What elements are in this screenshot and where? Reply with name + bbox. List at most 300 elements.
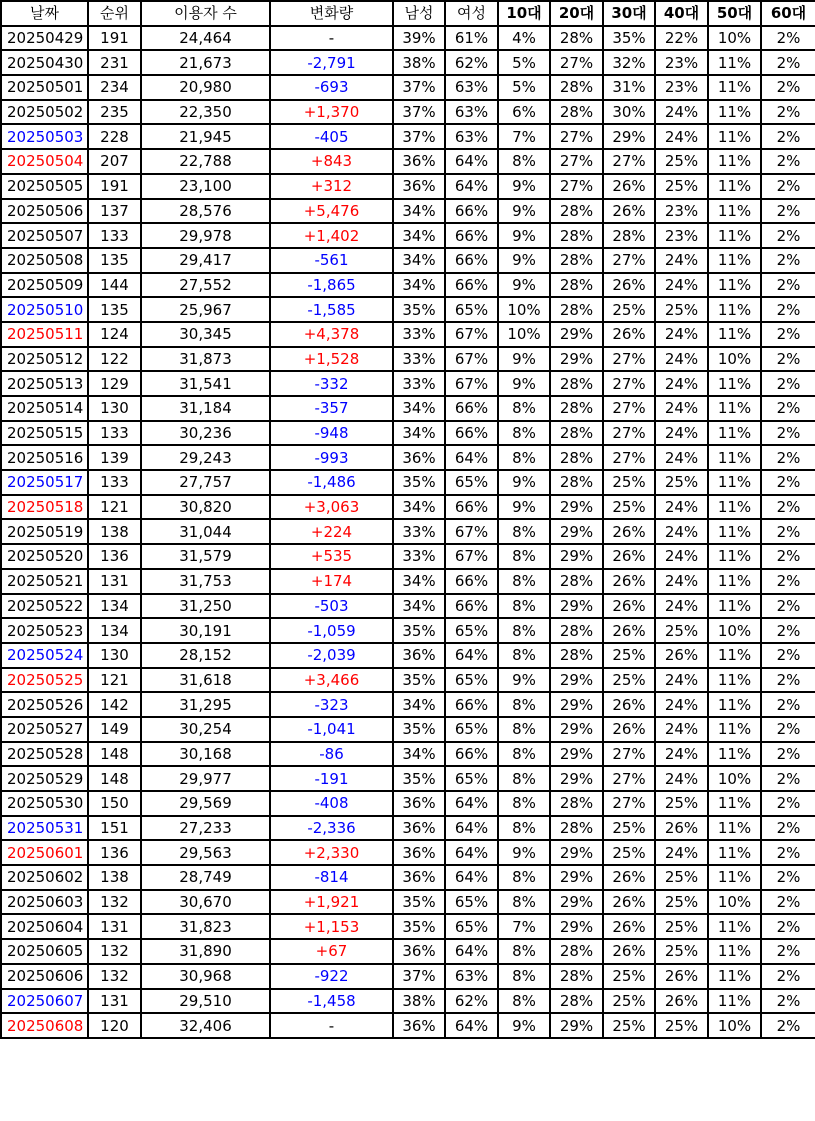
cell-age-30s: 25% [603, 495, 655, 520]
cell-age-10s: 8% [498, 791, 550, 816]
cell-users: 32,406 [141, 1013, 270, 1038]
cell-age-40s: 25% [655, 791, 708, 816]
cell-age-60s: 2% [761, 989, 815, 1014]
cell-age-10s: 9% [498, 248, 550, 273]
cell-male: 34% [393, 396, 445, 421]
table-row [1, 445, 815, 470]
cell-male: 34% [393, 742, 445, 767]
cell-age-20s: 28% [550, 421, 603, 446]
cell-users: 30,254 [141, 717, 270, 742]
cell-rank: 135 [88, 248, 141, 273]
cell-age-10s: 9% [498, 1013, 550, 1038]
cell-female: 64% [445, 791, 498, 816]
cell-age-10s: 8% [498, 421, 550, 446]
cell-male: 37% [393, 75, 445, 100]
cell-rank: 151 [88, 816, 141, 841]
cell-age-50s: 11% [708, 470, 761, 495]
cell-rank: 120 [88, 1013, 141, 1038]
cell-age-60s: 2% [761, 569, 815, 594]
cell-female: 67% [445, 371, 498, 396]
cell-age-30s: 26% [603, 199, 655, 224]
table-row [1, 519, 815, 544]
header-female: 여성 [445, 1, 498, 26]
table-row [1, 470, 815, 495]
cell-users: 27,757 [141, 470, 270, 495]
cell-date: 20250530 [1, 791, 88, 816]
cell-change: -323 [270, 692, 393, 717]
cell-age-60s: 2% [761, 717, 815, 742]
cell-male: 34% [393, 569, 445, 594]
cell-age-50s: 11% [708, 643, 761, 668]
cell-age-10s: 8% [498, 964, 550, 989]
cell-age-10s: 8% [498, 816, 550, 841]
cell-age-60s: 2% [761, 816, 815, 841]
cell-age-30s: 35% [603, 26, 655, 51]
cell-change: -357 [270, 396, 393, 421]
table-row [1, 50, 815, 75]
cell-female: 64% [445, 1013, 498, 1038]
cell-age-20s: 27% [550, 124, 603, 149]
cell-age-50s: 11% [708, 371, 761, 396]
cell-age-20s: 29% [550, 840, 603, 865]
cell-date: 20250522 [1, 594, 88, 619]
cell-age-20s: 29% [550, 322, 603, 347]
cell-date: 20250504 [1, 149, 88, 174]
cell-age-60s: 2% [761, 421, 815, 446]
cell-rank: 124 [88, 322, 141, 347]
cell-female: 67% [445, 347, 498, 372]
cell-date: 20250501 [1, 75, 88, 100]
cell-age-50s: 11% [708, 717, 761, 742]
cell-age-40s: 24% [655, 742, 708, 767]
cell-change: -993 [270, 445, 393, 470]
cell-change: - [270, 26, 393, 51]
cell-age-40s: 25% [655, 1013, 708, 1038]
table-row [1, 618, 815, 643]
cell-male: 36% [393, 445, 445, 470]
table-row [1, 692, 815, 717]
cell-rank: 137 [88, 199, 141, 224]
cell-date: 20250506 [1, 199, 88, 224]
cell-age-40s: 23% [655, 50, 708, 75]
cell-female: 65% [445, 766, 498, 791]
cell-age-20s: 28% [550, 371, 603, 396]
cell-age-30s: 26% [603, 273, 655, 298]
cell-age-20s: 29% [550, 692, 603, 717]
cell-date: 20250512 [1, 347, 88, 372]
cell-age-20s: 28% [550, 199, 603, 224]
cell-age-40s: 22% [655, 26, 708, 51]
cell-change: +1,370 [270, 100, 393, 125]
cell-age-30s: 25% [603, 297, 655, 322]
cell-age-40s: 24% [655, 445, 708, 470]
cell-users: 31,295 [141, 692, 270, 717]
cell-age-20s: 28% [550, 470, 603, 495]
table-row [1, 347, 815, 372]
cell-age-30s: 27% [603, 766, 655, 791]
cell-age-30s: 27% [603, 396, 655, 421]
cell-rank: 134 [88, 618, 141, 643]
cell-users: 29,977 [141, 766, 270, 791]
cell-rank: 130 [88, 396, 141, 421]
cell-age-10s: 4% [498, 26, 550, 51]
cell-female: 66% [445, 199, 498, 224]
cell-age-60s: 2% [761, 322, 815, 347]
table-row [1, 816, 815, 841]
cell-rank: 149 [88, 717, 141, 742]
cell-users: 28,576 [141, 199, 270, 224]
cell-rank: 132 [88, 939, 141, 964]
cell-age-50s: 11% [708, 50, 761, 75]
cell-rank: 228 [88, 124, 141, 149]
cell-age-20s: 28% [550, 273, 603, 298]
table-row [1, 322, 815, 347]
cell-age-30s: 25% [603, 989, 655, 1014]
cell-rank: 234 [88, 75, 141, 100]
cell-age-10s: 8% [498, 890, 550, 915]
cell-age-10s: 9% [498, 668, 550, 693]
cell-rank: 133 [88, 223, 141, 248]
cell-female: 64% [445, 174, 498, 199]
cell-female: 65% [445, 717, 498, 742]
cell-age-30s: 26% [603, 569, 655, 594]
cell-age-30s: 26% [603, 519, 655, 544]
cell-age-30s: 26% [603, 618, 655, 643]
cell-age-30s: 25% [603, 470, 655, 495]
cell-female: 65% [445, 890, 498, 915]
header-age-60s: 60대 [761, 1, 815, 26]
cell-age-50s: 11% [708, 223, 761, 248]
cell-age-40s: 24% [655, 421, 708, 446]
cell-female: 63% [445, 75, 498, 100]
cell-rank: 138 [88, 865, 141, 890]
cell-age-50s: 10% [708, 347, 761, 372]
cell-change: -2,336 [270, 816, 393, 841]
cell-age-50s: 11% [708, 421, 761, 446]
cell-age-60s: 2% [761, 495, 815, 520]
cell-male: 33% [393, 322, 445, 347]
cell-change: +67 [270, 939, 393, 964]
table-row [1, 766, 815, 791]
cell-age-40s: 24% [655, 692, 708, 717]
cell-rank: 129 [88, 371, 141, 396]
cell-age-60s: 2% [761, 766, 815, 791]
cell-age-20s: 28% [550, 100, 603, 125]
cell-users: 31,753 [141, 569, 270, 594]
cell-date: 20250526 [1, 692, 88, 717]
cell-date: 20250516 [1, 445, 88, 470]
cell-age-50s: 11% [708, 569, 761, 594]
cell-users: 20,980 [141, 75, 270, 100]
table-row [1, 100, 815, 125]
cell-rank: 131 [88, 989, 141, 1014]
cell-male: 36% [393, 816, 445, 841]
table-row [1, 1013, 815, 1038]
table-row [1, 989, 815, 1014]
cell-male: 33% [393, 544, 445, 569]
table-row [1, 371, 815, 396]
cell-change: -332 [270, 371, 393, 396]
cell-date: 20250503 [1, 124, 88, 149]
cell-date: 20250527 [1, 717, 88, 742]
cell-age-30s: 25% [603, 1013, 655, 1038]
cell-age-60s: 2% [761, 914, 815, 939]
cell-age-40s: 24% [655, 766, 708, 791]
cell-age-30s: 32% [603, 50, 655, 75]
cell-male: 34% [393, 273, 445, 298]
cell-age-60s: 2% [761, 26, 815, 51]
cell-age-50s: 10% [708, 1013, 761, 1038]
cell-age-20s: 28% [550, 396, 603, 421]
cell-change: +5,476 [270, 199, 393, 224]
table-row [1, 75, 815, 100]
table-row [1, 223, 815, 248]
cell-users: 31,890 [141, 939, 270, 964]
cell-age-40s: 25% [655, 939, 708, 964]
cell-age-30s: 27% [603, 791, 655, 816]
cell-age-50s: 11% [708, 816, 761, 841]
cell-rank: 133 [88, 470, 141, 495]
cell-male: 36% [393, 643, 445, 668]
cell-age-10s: 9% [498, 199, 550, 224]
cell-age-50s: 11% [708, 445, 761, 470]
cell-male: 34% [393, 495, 445, 520]
cell-female: 66% [445, 742, 498, 767]
cell-male: 34% [393, 248, 445, 273]
cell-age-30s: 28% [603, 223, 655, 248]
cell-date: 20250607 [1, 989, 88, 1014]
cell-age-60s: 2% [761, 149, 815, 174]
cell-date: 20250521 [1, 569, 88, 594]
cell-age-20s: 29% [550, 594, 603, 619]
cell-rank: 132 [88, 964, 141, 989]
cell-female: 65% [445, 470, 498, 495]
cell-male: 35% [393, 470, 445, 495]
cell-age-30s: 31% [603, 75, 655, 100]
cell-age-10s: 8% [498, 643, 550, 668]
cell-change: -1,059 [270, 618, 393, 643]
cell-age-50s: 11% [708, 124, 761, 149]
cell-date: 20250507 [1, 223, 88, 248]
cell-female: 65% [445, 618, 498, 643]
table-row [1, 964, 815, 989]
cell-change: -503 [270, 594, 393, 619]
cell-change: +3,063 [270, 495, 393, 520]
cell-age-50s: 11% [708, 174, 761, 199]
cell-female: 61% [445, 26, 498, 51]
cell-age-60s: 2% [761, 371, 815, 396]
cell-age-40s: 25% [655, 914, 708, 939]
cell-age-50s: 11% [708, 989, 761, 1014]
cell-male: 36% [393, 174, 445, 199]
cell-male: 36% [393, 1013, 445, 1038]
table-row [1, 421, 815, 446]
cell-change: -948 [270, 421, 393, 446]
cell-change: -814 [270, 865, 393, 890]
cell-date: 20250518 [1, 495, 88, 520]
cell-male: 34% [393, 594, 445, 619]
cell-age-20s: 29% [550, 1013, 603, 1038]
cell-age-30s: 30% [603, 100, 655, 125]
cell-age-60s: 2% [761, 174, 815, 199]
table-row [1, 26, 815, 51]
cell-change: -2,039 [270, 643, 393, 668]
cell-change: -86 [270, 742, 393, 767]
cell-age-30s: 27% [603, 347, 655, 372]
cell-age-50s: 11% [708, 791, 761, 816]
cell-date: 20250608 [1, 1013, 88, 1038]
cell-female: 64% [445, 939, 498, 964]
cell-age-40s: 26% [655, 964, 708, 989]
cell-age-50s: 11% [708, 594, 761, 619]
cell-age-60s: 2% [761, 124, 815, 149]
cell-rank: 136 [88, 544, 141, 569]
cell-age-10s: 8% [498, 989, 550, 1014]
cell-change: +2,330 [270, 840, 393, 865]
cell-users: 31,250 [141, 594, 270, 619]
cell-change: -191 [270, 766, 393, 791]
cell-male: 38% [393, 989, 445, 1014]
cell-male: 35% [393, 668, 445, 693]
cell-female: 63% [445, 100, 498, 125]
cell-female: 64% [445, 840, 498, 865]
cell-age-60s: 2% [761, 668, 815, 693]
cell-rank: 235 [88, 100, 141, 125]
cell-age-10s: 9% [498, 371, 550, 396]
cell-rank: 122 [88, 347, 141, 372]
cell-male: 33% [393, 347, 445, 372]
cell-age-50s: 10% [708, 618, 761, 643]
cell-change: +1,528 [270, 347, 393, 372]
cell-rank: 191 [88, 26, 141, 51]
cell-age-50s: 11% [708, 865, 761, 890]
cell-age-50s: 11% [708, 248, 761, 273]
cell-change: +4,378 [270, 322, 393, 347]
cell-age-10s: 8% [498, 149, 550, 174]
cell-age-60s: 2% [761, 223, 815, 248]
cell-age-40s: 25% [655, 618, 708, 643]
cell-date: 20250514 [1, 396, 88, 421]
cell-age-50s: 11% [708, 544, 761, 569]
cell-age-10s: 10% [498, 322, 550, 347]
cell-change: +224 [270, 519, 393, 544]
cell-age-50s: 10% [708, 26, 761, 51]
table-row [1, 840, 815, 865]
cell-age-60s: 2% [761, 544, 815, 569]
cell-age-20s: 28% [550, 816, 603, 841]
cell-date: 20250529 [1, 766, 88, 791]
cell-age-20s: 28% [550, 223, 603, 248]
cell-age-20s: 29% [550, 347, 603, 372]
cell-age-20s: 27% [550, 50, 603, 75]
cell-age-30s: 26% [603, 544, 655, 569]
cell-age-20s: 28% [550, 75, 603, 100]
cell-female: 62% [445, 50, 498, 75]
cell-rank: 207 [88, 149, 141, 174]
cell-age-40s: 25% [655, 470, 708, 495]
cell-age-50s: 11% [708, 199, 761, 224]
cell-male: 35% [393, 914, 445, 939]
cell-age-30s: 27% [603, 149, 655, 174]
cell-date: 20250520 [1, 544, 88, 569]
cell-age-60s: 2% [761, 742, 815, 767]
cell-age-60s: 2% [761, 964, 815, 989]
cell-date: 20250603 [1, 890, 88, 915]
cell-change: -1,865 [270, 273, 393, 298]
cell-male: 36% [393, 939, 445, 964]
cell-age-40s: 24% [655, 347, 708, 372]
cell-age-30s: 25% [603, 668, 655, 693]
table-row [1, 742, 815, 767]
cell-age-20s: 28% [550, 618, 603, 643]
cell-female: 66% [445, 421, 498, 446]
cell-age-20s: 29% [550, 914, 603, 939]
cell-age-60s: 2% [761, 50, 815, 75]
cell-age-40s: 24% [655, 371, 708, 396]
cell-age-60s: 2% [761, 445, 815, 470]
cell-male: 35% [393, 717, 445, 742]
cell-age-30s: 29% [603, 124, 655, 149]
cell-date: 20250429 [1, 26, 88, 51]
cell-age-30s: 27% [603, 248, 655, 273]
cell-change: +1,153 [270, 914, 393, 939]
cell-age-30s: 26% [603, 717, 655, 742]
cell-age-10s: 6% [498, 100, 550, 125]
cell-age-10s: 8% [498, 519, 550, 544]
cell-age-60s: 2% [761, 840, 815, 865]
cell-age-10s: 8% [498, 618, 550, 643]
cell-users: 22,350 [141, 100, 270, 125]
cell-age-50s: 11% [708, 939, 761, 964]
cell-age-40s: 26% [655, 989, 708, 1014]
cell-date: 20250528 [1, 742, 88, 767]
cell-date: 20250509 [1, 273, 88, 298]
cell-rank: 134 [88, 594, 141, 619]
table-row [1, 297, 815, 322]
table-row [1, 717, 815, 742]
cell-rank: 131 [88, 914, 141, 939]
header-age-20s: 20대 [550, 1, 603, 26]
cell-age-20s: 28% [550, 791, 603, 816]
cell-age-60s: 2% [761, 297, 815, 322]
cell-age-20s: 27% [550, 174, 603, 199]
cell-age-40s: 24% [655, 495, 708, 520]
cell-age-10s: 8% [498, 594, 550, 619]
cell-change: +174 [270, 569, 393, 594]
cell-age-40s: 24% [655, 396, 708, 421]
cell-age-20s: 29% [550, 544, 603, 569]
cell-female: 63% [445, 964, 498, 989]
cell-female: 67% [445, 544, 498, 569]
table-row [1, 939, 815, 964]
cell-change: -1,486 [270, 470, 393, 495]
cell-change: -922 [270, 964, 393, 989]
cell-users: 24,464 [141, 26, 270, 51]
cell-users: 29,243 [141, 445, 270, 470]
cell-age-50s: 10% [708, 890, 761, 915]
cell-female: 65% [445, 914, 498, 939]
cell-age-40s: 24% [655, 668, 708, 693]
cell-rank: 131 [88, 569, 141, 594]
table-row [1, 890, 815, 915]
table-row [1, 668, 815, 693]
cell-female: 67% [445, 519, 498, 544]
cell-date: 20250605 [1, 939, 88, 964]
cell-age-30s: 26% [603, 890, 655, 915]
cell-date: 20250502 [1, 100, 88, 125]
cell-rank: 132 [88, 890, 141, 915]
cell-female: 65% [445, 297, 498, 322]
